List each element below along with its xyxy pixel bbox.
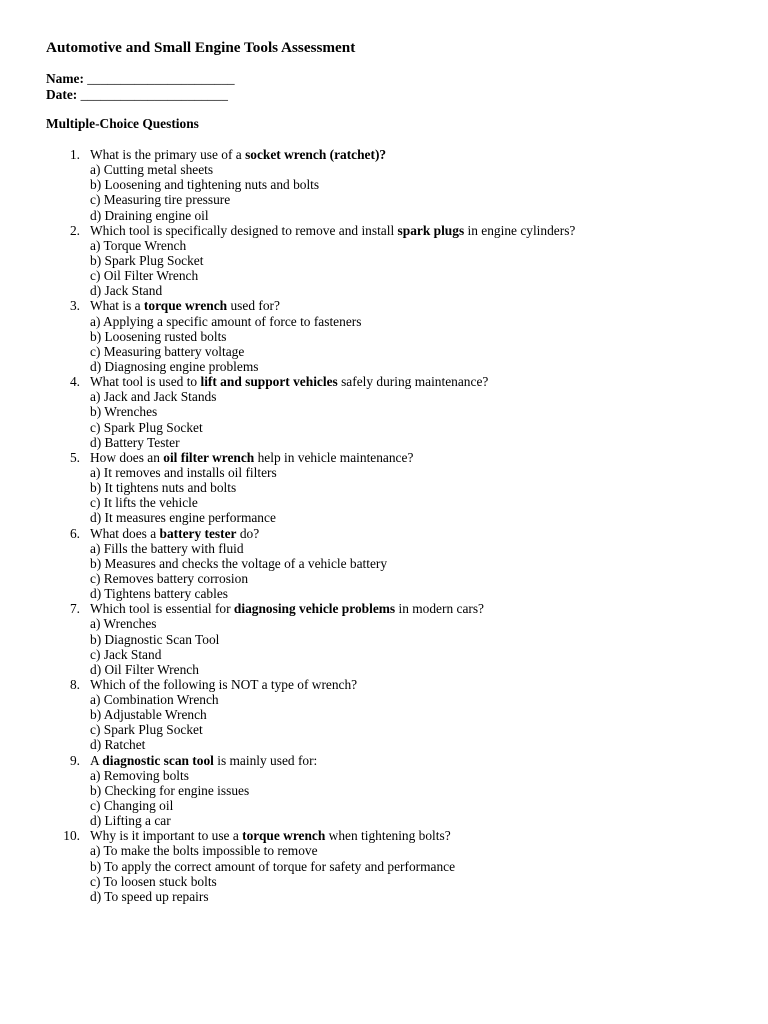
answer-option — [0, 253, 768, 268]
answer-option — [0, 208, 768, 223]
answer-option-text: d) Jack Stand — [90, 283, 163, 299]
answer-option — [0, 389, 768, 404]
question-text — [90, 223, 575, 238]
question-number: 7. — [69, 601, 80, 617]
question-6 — [0, 526, 768, 541]
answer-option — [0, 783, 768, 798]
question-8 — [0, 677, 768, 692]
answer-option-text: a) Fills the battery with fluid — [90, 540, 244, 556]
answer-option — [0, 556, 768, 571]
question-text-part: when tightening bolts? — [325, 828, 451, 844]
answer-option — [0, 692, 768, 707]
question-text-part: How does an — [90, 449, 164, 465]
question-text — [90, 374, 488, 389]
answer-option-text: b) Loosening and tightening nuts and bolts — [90, 177, 320, 193]
answer-option — [0, 283, 768, 298]
answer-option-text: c) It lifts the vehicle — [90, 495, 198, 511]
answer-option — [0, 707, 768, 722]
answer-option — [0, 177, 768, 192]
answer-option-text: a) To make the bolts impossible to remove — [90, 843, 318, 859]
question-keyword: socket wrench (ratchet)? — [245, 147, 387, 162]
question-text-part: is mainly used for: — [213, 752, 318, 768]
answer-option-text: b) To apply the correct amount of torque for safety and performance — [90, 858, 456, 874]
question-text — [90, 828, 451, 843]
question-keyword: oil filter wrench — [163, 449, 255, 465]
answer-option — [0, 238, 768, 253]
question-9 — [0, 753, 768, 768]
answer-option-text: b) Wrenches — [90, 404, 158, 420]
answer-option-text: c) Spark Plug Socket — [90, 722, 203, 738]
question-text-part: What is a — [90, 298, 144, 314]
answer-option — [0, 495, 768, 510]
question-list — [0, 147, 768, 904]
answer-option-text: d) Draining engine oil — [90, 207, 209, 223]
question-4 — [0, 374, 768, 389]
answer-option — [0, 480, 768, 495]
answer-option-text: b) It tightens nuts and bolts — [90, 480, 237, 496]
answer-option — [0, 843, 768, 858]
section-heading: Multiple-Choice Questions — [46, 116, 199, 131]
answer-option — [0, 722, 768, 737]
question-7 — [0, 601, 768, 616]
question-text — [90, 147, 386, 162]
document-title: Automotive and Small Engine Tools Assessment — [46, 39, 356, 56]
answer-option-text: a) Combination Wrench — [90, 692, 219, 708]
answer-option-text: d) Oil Filter Wrench — [90, 661, 199, 677]
answer-option — [0, 662, 768, 677]
question-number: 1. — [69, 147, 80, 162]
question-text — [90, 450, 413, 465]
question-keyword: diagnosing vehicle problems — [233, 601, 396, 617]
answer-option-text: d) Tightens battery cables — [90, 586, 228, 602]
answer-option-text: b) Measures and checks the voltage of a vehicle battery — [90, 555, 388, 571]
answer-option-text: a) Cutting metal sheets — [90, 162, 214, 178]
answer-option — [0, 632, 768, 647]
question-text-part: Which tool is specifically designed to remove and install — [90, 222, 398, 238]
name-label: Name: — [46, 71, 84, 86]
answer-option — [0, 465, 768, 480]
answer-option-text: b) Diagnostic Scan Tool — [90, 631, 220, 647]
question-keyword: torque wrench — [242, 828, 326, 844]
answer-option-text: b) Checking for engine issues — [90, 782, 250, 798]
question-text-part: A — [90, 752, 103, 768]
answer-option-text: b) Loosening rusted bolts — [90, 328, 227, 344]
question-text-part: Which of the following is NOT a type of wrench? — [90, 676, 358, 692]
question-3 — [0, 298, 768, 313]
answer-option — [0, 586, 768, 601]
question-text — [90, 677, 357, 692]
answer-option — [0, 813, 768, 828]
question-2 — [0, 223, 768, 238]
answer-option-text: c) Measuring tire pressure — [90, 192, 231, 208]
question-number: 8. — [69, 676, 80, 692]
answer-option — [0, 768, 768, 783]
question-text-part: in engine cylinders? — [464, 222, 576, 238]
answer-option-text: d) Diagnosing engine problems — [90, 358, 259, 374]
question-text-part: help in vehicle maintenance? — [254, 449, 414, 465]
answer-option-text: c) Jack Stand — [90, 646, 162, 662]
question-1 — [0, 147, 768, 162]
question-5 — [0, 450, 768, 465]
answer-option-text: a) It removes and installs oil filters — [90, 464, 277, 480]
answer-option — [0, 571, 768, 586]
question-text-part: safely during maintenance? — [337, 374, 489, 390]
question-keyword: battery tester — [159, 525, 237, 541]
answer-option-text: a) Removing bolts — [90, 767, 189, 783]
question-text-part: used for? — [227, 298, 280, 314]
question-text-part: Which tool is essential for — [90, 601, 234, 617]
name-field — [46, 71, 235, 87]
answer-option-text: c) Measuring battery voltage — [90, 343, 245, 359]
answer-option — [0, 616, 768, 631]
answer-option — [0, 798, 768, 813]
question-number: 9. — [69, 752, 80, 768]
question-text — [90, 298, 280, 313]
answer-option — [0, 268, 768, 283]
answer-option — [0, 889, 768, 904]
question-number: 10. — [63, 828, 80, 844]
answer-option — [0, 329, 768, 344]
answer-option — [0, 314, 768, 329]
question-text — [90, 526, 259, 541]
question-text-part: What tool is used to — [90, 374, 201, 390]
answer-option-text: a) Jack and Jack Stands — [90, 389, 217, 405]
answer-option — [0, 541, 768, 556]
question-number: 5. — [69, 449, 80, 465]
question-number: 4. — [69, 374, 80, 390]
question-keyword: spark plugs — [397, 222, 465, 238]
answer-option — [0, 737, 768, 752]
question-number: 6. — [69, 525, 80, 541]
answer-option — [0, 192, 768, 207]
question-keyword: lift and support vehicles — [200, 374, 338, 390]
question-keyword: diagnostic scan tool — [102, 752, 214, 768]
answer-option — [0, 874, 768, 889]
answer-option — [0, 510, 768, 525]
date-blank-line: ______________________ — [80, 87, 228, 102]
answer-option-text: c) Removes battery corrosion — [90, 570, 249, 586]
question-text-part: in modern cars? — [395, 601, 485, 617]
answer-option-text: a) Applying a specific amount of force to fasteners — [90, 313, 362, 329]
question-number: 3. — [69, 298, 80, 314]
question-number: 2. — [69, 222, 80, 238]
answer-option-text: d) It measures engine performance — [90, 510, 276, 526]
answer-option-text: d) Battery Tester — [90, 434, 180, 450]
answer-option — [0, 404, 768, 419]
answer-option — [0, 647, 768, 662]
answer-option-text: c) Changing oil — [90, 798, 174, 814]
question-text-part: do? — [236, 525, 260, 541]
answer-option — [0, 359, 768, 374]
answer-option — [0, 344, 768, 359]
answer-option-text: b) Spark Plug Socket — [90, 252, 204, 268]
answer-option-text: c) Oil Filter Wrench — [90, 268, 199, 284]
answer-option-text: b) Adjustable Wrench — [90, 707, 207, 723]
date-field — [46, 87, 228, 103]
answer-option-text: d) Ratchet — [90, 737, 146, 753]
question-text — [90, 753, 317, 768]
answer-option-text: d) Lifting a car — [90, 813, 171, 829]
answer-option-text: c) To loosen stuck bolts — [90, 873, 217, 889]
question-text-part: What does a — [90, 525, 160, 541]
answer-option-text: d) To speed up repairs — [90, 888, 209, 904]
answer-option-text: a) Torque Wrench — [90, 237, 187, 253]
date-label: Date: — [46, 87, 78, 102]
question-text-part: Why is it important to use a — [90, 828, 243, 844]
answer-option — [0, 162, 768, 177]
answer-option — [0, 420, 768, 435]
question-text-part: What is the primary use of a — [90, 147, 246, 162]
question-10 — [0, 828, 768, 843]
answer-option — [0, 859, 768, 874]
question-keyword: torque wrench — [143, 298, 228, 314]
answer-option — [0, 435, 768, 450]
name-blank-line: ______________________ — [87, 71, 235, 86]
answer-option-text: a) Wrenches — [90, 616, 157, 632]
question-text — [90, 601, 484, 616]
answer-option-text: c) Spark Plug Socket — [90, 419, 203, 435]
